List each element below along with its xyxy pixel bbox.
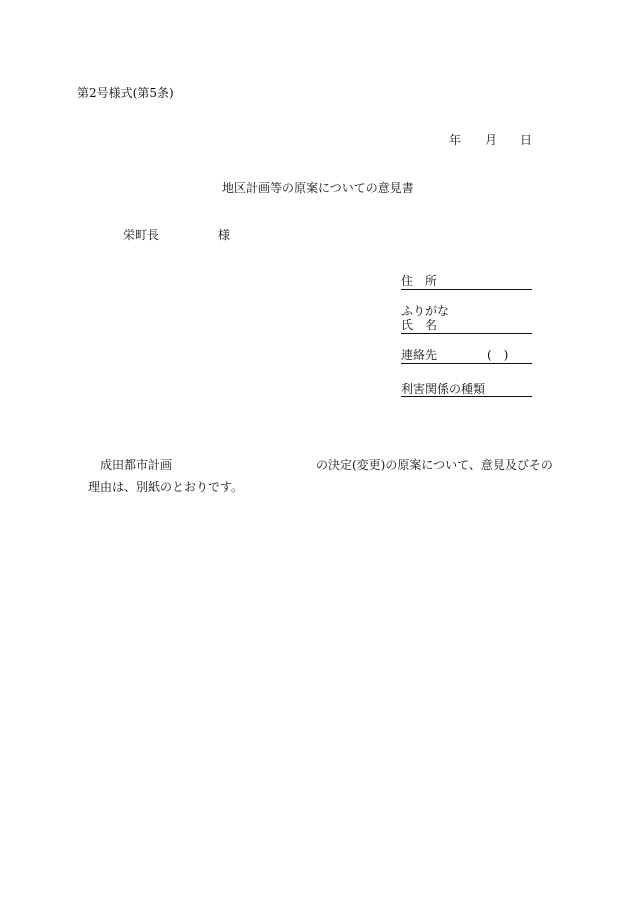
furigana-label: ふりがな [401, 304, 450, 318]
body-line2: 理由は、別紙のとおりです。 [88, 480, 244, 494]
contact-label: 連絡先 [401, 348, 438, 362]
body-line1-prefix: 成田都市計画 [100, 458, 173, 472]
address-field[interactable] [401, 289, 532, 290]
interest-type-field[interactable] [401, 396, 532, 397]
document-title: 地区計画等の原案についての意見書 [222, 181, 414, 195]
form-number: 第2号様式(第5条) [77, 86, 174, 100]
address-label: 住 所 [401, 274, 438, 288]
name-field[interactable] [401, 333, 532, 334]
date-year: 年 [449, 133, 462, 147]
name-label: 氏 名 [401, 318, 438, 332]
addressee-honorific: 様 [218, 228, 231, 242]
body-line1-suffix: の決定(変更)の原案について、意見及びその [316, 458, 553, 472]
contact-parens: ( ) [487, 348, 509, 362]
addressee-name: 栄町長 [123, 228, 160, 242]
date-month: 月 [485, 133, 498, 147]
date-day: 日 [520, 133, 533, 147]
interest-type-label: 利害関係の種類 [401, 382, 486, 396]
contact-field[interactable] [401, 363, 532, 364]
